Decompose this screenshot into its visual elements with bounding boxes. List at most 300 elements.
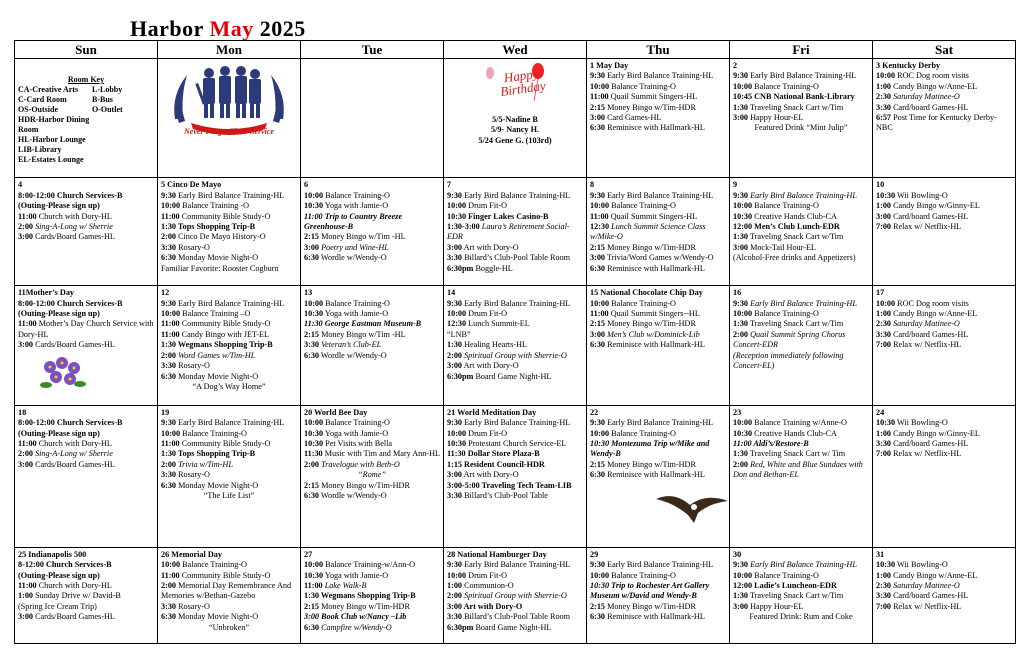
event-time: 3:00 bbox=[18, 340, 34, 350]
room-key-entry: C-Card Room bbox=[18, 95, 67, 104]
event-line: Featured Drink: Rum and Coke bbox=[749, 612, 853, 622]
event-line bbox=[590, 418, 726, 428]
event-time: 9:30 bbox=[733, 298, 749, 308]
event-title: Early Bird Balance Training-HL bbox=[748, 298, 857, 308]
event-line bbox=[304, 560, 440, 570]
calendar-grid bbox=[14, 40, 1016, 644]
calendar-title bbox=[130, 16, 306, 42]
event-title: Candy Bingo w/Ginny-EL bbox=[891, 201, 980, 211]
event-time: 11:00 bbox=[18, 211, 37, 221]
event-line bbox=[304, 351, 440, 361]
event-title: Art with Dory-O bbox=[462, 361, 519, 371]
event-title: Traveling Snack Cart w/Tim bbox=[748, 591, 844, 601]
event-line bbox=[876, 71, 1012, 81]
event-line bbox=[447, 418, 583, 428]
event-line bbox=[733, 560, 869, 570]
room-key-entry: O-Outlet bbox=[92, 105, 123, 114]
event-line bbox=[590, 243, 726, 253]
event-line bbox=[447, 439, 583, 449]
event-line: 11:00 Trip to Country Breeze Greenhouse-B bbox=[304, 211, 402, 232]
event-time: 1:00 bbox=[447, 580, 463, 590]
event-time: 10:30 bbox=[447, 438, 467, 448]
event-time: 7:00 bbox=[876, 449, 892, 459]
day-number: 4 bbox=[18, 180, 23, 190]
event-time: 2:00 bbox=[18, 449, 34, 459]
event-title: Drum Fit-O bbox=[466, 201, 508, 211]
event-time: 2:15 bbox=[590, 459, 606, 469]
event-line bbox=[304, 243, 440, 253]
event-time: 10:00 bbox=[304, 418, 324, 428]
event-time: 10:00 bbox=[876, 298, 896, 308]
event-time: 10:00 bbox=[590, 570, 610, 580]
event-line bbox=[304, 571, 440, 581]
event-time: 10:00 bbox=[590, 201, 610, 211]
day-cell-mon bbox=[158, 286, 301, 405]
violet-flowers-icon bbox=[38, 355, 88, 389]
event-title: Relax w/ Netflix-HL bbox=[891, 340, 962, 350]
event-time: 1:30 bbox=[733, 591, 749, 601]
event-line: 11:30 Dollar Store Plaza-B bbox=[447, 449, 540, 459]
event-line bbox=[447, 243, 583, 253]
event-time: 11:00 bbox=[18, 319, 37, 329]
event-title: Art with Dory-O bbox=[462, 242, 519, 252]
event-line bbox=[447, 201, 583, 211]
event-time: 10:30 bbox=[304, 438, 324, 448]
event-time: 11:00 bbox=[590, 92, 609, 102]
week-row bbox=[15, 286, 1016, 405]
event-line bbox=[590, 123, 726, 133]
event-line: (Alcohol-Free drinks and Appetizers) bbox=[733, 253, 856, 263]
event-line bbox=[590, 470, 726, 480]
event-time: 2:15 bbox=[590, 242, 606, 252]
event-time: 3:30 bbox=[447, 490, 463, 500]
event-line bbox=[161, 560, 297, 570]
event-title: Reminisce with Hallmark-HL bbox=[605, 340, 705, 350]
day-cell-thu bbox=[587, 286, 730, 405]
day-number: 7 bbox=[447, 180, 452, 190]
event-title: Rosary-O bbox=[176, 242, 210, 252]
event-line bbox=[18, 439, 154, 449]
event-title: Mother’s Day Church Service with Dory-HL bbox=[18, 319, 154, 339]
event-title: Candy Bingo w/Anne-EL bbox=[891, 570, 978, 580]
event-title: Card/board Games-HL bbox=[891, 211, 969, 221]
event-line bbox=[18, 612, 154, 622]
event-title: Memorial Day Remembrance And Memories w/Bethan-Gazebo bbox=[161, 580, 292, 601]
event-time: 3:00 bbox=[590, 329, 606, 339]
event-line: “The Life List” bbox=[203, 490, 255, 500]
event-title: Board Game Night-HL bbox=[473, 371, 552, 381]
event-title: Money Bingo w/Tim-HDR bbox=[605, 601, 696, 611]
event-time: 10:00 bbox=[733, 418, 753, 428]
event-line: (Reception immediately following Concert-EL) bbox=[733, 350, 844, 371]
event-line bbox=[18, 460, 154, 470]
event-time: 2:00 bbox=[161, 350, 177, 360]
event-title: Quail Summit Singers--HL bbox=[608, 309, 700, 319]
day-number: 16 bbox=[733, 288, 742, 298]
event-title: Candy Bingo w/Ginny-EL bbox=[891, 428, 980, 438]
event-time: 3:00 bbox=[590, 253, 606, 263]
day-cell-mon bbox=[158, 178, 301, 286]
event-line bbox=[733, 449, 869, 459]
day-cell-tue bbox=[301, 178, 444, 286]
day-number: 10 bbox=[876, 180, 885, 190]
event-line bbox=[161, 612, 297, 622]
event-title: Saturday Matinee-O bbox=[891, 92, 960, 102]
event-time: 6:30pm bbox=[447, 622, 474, 632]
event-time: 10:00 bbox=[304, 298, 324, 308]
event-title: Relax w/ Netflix-HL bbox=[891, 601, 962, 611]
event-time: 2:00 bbox=[18, 222, 34, 232]
event-line bbox=[18, 212, 154, 222]
event-time: 6:30 bbox=[304, 622, 320, 632]
room-key-entry: OS-Outside bbox=[18, 105, 59, 114]
day-number: 11Mother’s Day bbox=[18, 288, 75, 298]
event-line bbox=[447, 623, 583, 633]
day-cell-fri bbox=[730, 59, 873, 178]
event-line bbox=[304, 232, 440, 242]
eagle-icon bbox=[654, 489, 730, 529]
event-time: 10:00 bbox=[590, 428, 610, 438]
event-title: Early Bird Balance Training-HL bbox=[748, 190, 857, 200]
event-line bbox=[733, 201, 869, 211]
event-line bbox=[876, 560, 1012, 570]
event-line: (Outing-Please sign up) bbox=[18, 309, 100, 319]
event-line: 10:30 Trip to Rochester Art Gallery Museum w/David and Wendy-B bbox=[590, 580, 710, 601]
event-title: Cards/Board Games-HL bbox=[33, 612, 115, 622]
event-line bbox=[590, 212, 726, 222]
event-time: 6:30 bbox=[590, 123, 606, 133]
event-line bbox=[876, 319, 1012, 329]
event-time: 3:00 bbox=[304, 242, 320, 252]
event-line: 1:15 Resident Council-HDR bbox=[447, 459, 545, 469]
event-line bbox=[304, 299, 440, 309]
event-time: 11:00 bbox=[161, 438, 180, 448]
event-line bbox=[447, 309, 583, 319]
day-cell-thu bbox=[587, 59, 730, 178]
event-line bbox=[161, 232, 297, 242]
event-line bbox=[876, 191, 1012, 201]
event-title: Early Bird Balance Training-HL bbox=[462, 418, 571, 428]
event-title: Wii Bowling-O bbox=[895, 560, 948, 570]
room-key-entry: L-Lobby bbox=[92, 85, 123, 94]
event-line bbox=[304, 581, 440, 591]
event-title: Yoga with Jamie-O bbox=[323, 428, 389, 438]
event-line bbox=[161, 351, 297, 361]
event-line: Featured Drink “Mint Julip” bbox=[754, 123, 848, 133]
event-title: Happy Hour-EL bbox=[748, 113, 804, 123]
birthday-banner: Happy Birthday bbox=[499, 65, 547, 100]
event-line bbox=[18, 591, 154, 601]
event-line bbox=[304, 253, 440, 263]
event-line bbox=[304, 481, 440, 491]
event-line bbox=[590, 299, 726, 309]
event-line bbox=[18, 340, 154, 350]
event-time: 3:00 bbox=[18, 459, 34, 469]
event-title: Sing-A-Long w/ Sherrie bbox=[33, 449, 113, 459]
event-line bbox=[18, 581, 154, 591]
day-cell-sun bbox=[15, 178, 158, 286]
event-line bbox=[161, 581, 297, 602]
event-title: Creative Hands Club-CA bbox=[752, 428, 837, 438]
day-cell-sun bbox=[15, 59, 158, 178]
room-key-entry: HL-Harbor Lounge bbox=[18, 135, 86, 144]
event-title: Card Games-HL bbox=[605, 113, 662, 123]
event-title: Word Games w/Tim-HL bbox=[176, 350, 256, 360]
event-line: 1:30 Tops Shopping Trip-B bbox=[161, 449, 256, 459]
room-key-entry: B-Bus bbox=[92, 95, 113, 104]
event-time: 9:30 bbox=[447, 298, 463, 308]
event-time: 2:00 bbox=[161, 459, 177, 469]
room-key-row bbox=[18, 155, 154, 165]
event-title: Early Bird Balance Training-HL bbox=[176, 190, 285, 200]
day-cell-thu bbox=[587, 178, 730, 286]
event-time: 1:30 bbox=[733, 232, 749, 242]
birthday-entry: 5/9- Nancy H. bbox=[491, 125, 539, 135]
event-time: 9:30 bbox=[590, 560, 606, 570]
event-time: 1:00 bbox=[18, 591, 34, 601]
event-title: Trivia w/Tim-HL bbox=[176, 459, 233, 469]
day-cell-sat bbox=[873, 286, 1016, 405]
event-time: 10:00 bbox=[161, 560, 181, 570]
weekday-wed: Wed bbox=[444, 41, 587, 59]
day-number: 28 National Hamburger Day bbox=[447, 549, 547, 559]
event-line bbox=[876, 103, 1012, 113]
event-time: 10:30 bbox=[733, 211, 753, 221]
event-line bbox=[876, 340, 1012, 350]
event-time: 10:00 bbox=[447, 428, 467, 438]
event-title: Sing-A-Long w/ Sherrie bbox=[33, 222, 113, 232]
event-line bbox=[304, 201, 440, 211]
event-time: 6:30 bbox=[161, 371, 177, 381]
event-title: Balance Training-O bbox=[752, 201, 819, 211]
day-cell-sat bbox=[873, 59, 1016, 178]
event-title: Drum Fit-O bbox=[466, 570, 508, 580]
event-time: 10:00 bbox=[304, 190, 324, 200]
weekday-tue: Tue bbox=[301, 41, 444, 59]
day-number: 3 Kentucky Derby bbox=[876, 61, 941, 70]
day-cell-sun bbox=[15, 405, 158, 547]
event-line bbox=[161, 330, 297, 340]
event-time: 10:00 bbox=[304, 560, 324, 570]
event-line bbox=[876, 212, 1012, 222]
event-line bbox=[876, 591, 1012, 601]
event-time: 3:00 bbox=[733, 113, 749, 123]
event-time: 9:30 bbox=[590, 190, 606, 200]
event-time: 2:15 bbox=[304, 329, 320, 339]
event-title: ROC Dog room visits bbox=[895, 298, 969, 308]
day-cell-sun bbox=[15, 547, 158, 643]
day-cell-fri bbox=[730, 547, 873, 643]
event-title: Balance Training-O bbox=[323, 190, 390, 200]
event-title: Church with Dory-HL bbox=[36, 580, 112, 590]
event-line bbox=[304, 439, 440, 449]
day-number: 5 Cinco De Mayo bbox=[161, 180, 222, 190]
event-line bbox=[876, 201, 1012, 211]
event-time: 6:30 bbox=[590, 263, 606, 273]
event-line bbox=[161, 481, 297, 491]
event-line bbox=[590, 201, 726, 211]
event-line bbox=[590, 612, 726, 622]
event-time: 2:00 bbox=[733, 459, 749, 469]
event-time: 1:30 bbox=[733, 102, 749, 112]
event-title: Red, White and Blue Sundaes with Don and Bethan-EL bbox=[733, 459, 863, 480]
event-line bbox=[161, 372, 297, 382]
event-time: 2:00 bbox=[447, 591, 463, 601]
title-prefix: Harbor bbox=[130, 16, 204, 41]
event-time: 9:30 bbox=[590, 418, 606, 428]
event-line bbox=[733, 460, 869, 481]
event-time: 6:30pm bbox=[447, 263, 474, 273]
event-line bbox=[447, 591, 583, 601]
event-line bbox=[161, 191, 297, 201]
event-line bbox=[447, 299, 583, 309]
event-line bbox=[447, 319, 583, 329]
day-cell-wed bbox=[444, 59, 587, 178]
event-title: Balance Training-O bbox=[323, 418, 390, 428]
event-line bbox=[304, 491, 440, 501]
event-time: 1:00 bbox=[876, 309, 892, 319]
event-title: Wii Bowling-O bbox=[895, 190, 948, 200]
event-line bbox=[161, 470, 297, 480]
room-key-row bbox=[18, 115, 154, 135]
event-title: Cards/Board Games-HL bbox=[33, 459, 115, 469]
event-time: 2:30 bbox=[876, 580, 892, 590]
event-time: 10:30 bbox=[304, 428, 324, 438]
event-time: 10:00 bbox=[590, 81, 610, 91]
day-cell-thu bbox=[587, 405, 730, 547]
event-time: 11:30 bbox=[304, 449, 323, 459]
event-title: Monday Movie Night-O bbox=[176, 371, 259, 381]
room-key-title: Room Key bbox=[67, 75, 105, 84]
event-title: Early Bird Balance Training-HL bbox=[605, 71, 714, 81]
weekday-header-row bbox=[15, 41, 1016, 59]
event-line: 8:00-12:00 Church Services-B bbox=[18, 298, 123, 308]
weekday-fri: Fri bbox=[730, 41, 873, 59]
event-line bbox=[304, 418, 440, 428]
event-time: 10:00 bbox=[161, 428, 181, 438]
day-number: 15 National Chocolate Chip Day bbox=[590, 288, 703, 298]
event-line bbox=[876, 222, 1012, 232]
event-line bbox=[161, 602, 297, 612]
event-time: 10:00 bbox=[733, 570, 753, 580]
event-line bbox=[447, 253, 583, 263]
event-line bbox=[304, 191, 440, 201]
event-title: Balance Training-O bbox=[180, 560, 247, 570]
event-line bbox=[590, 82, 726, 92]
event-title: Community Bible Study-O bbox=[179, 319, 271, 329]
event-title: Church with Dory-HL bbox=[36, 211, 112, 221]
birthday-entry: 5/24 Gene G. (103rd) bbox=[478, 135, 552, 145]
event-title: Campfire w/Wendy-O bbox=[319, 622, 392, 632]
event-title: Reminisce with Hallmark-HL bbox=[605, 263, 705, 273]
event-line bbox=[733, 243, 869, 253]
event-title: Post Time for Kentucky Derby-NBC bbox=[876, 113, 997, 133]
event-time: 2:00 bbox=[447, 350, 463, 360]
event-line: 8-12:00 Church Services-B bbox=[18, 560, 112, 570]
event-title: Mock-Tail Hour-EL bbox=[748, 242, 816, 252]
event-time: 2:15 bbox=[304, 232, 320, 242]
event-title: Quail Summit Spring Chorus Concert-EDR bbox=[733, 329, 846, 350]
day-cell-tue bbox=[301, 547, 444, 643]
event-time: 9:30 bbox=[161, 298, 177, 308]
event-title: Early Bird Balance Training-HL bbox=[176, 418, 285, 428]
flowers-image bbox=[38, 355, 154, 392]
event-line bbox=[876, 439, 1012, 449]
event-title: Monday Movie Night-O bbox=[176, 612, 259, 622]
event-time: 11:00 bbox=[590, 211, 609, 221]
event-line bbox=[161, 309, 297, 319]
day-cell-sat bbox=[873, 178, 1016, 286]
event-line: 12:00 Ladie’s Luncheon-EDR bbox=[733, 580, 837, 590]
event-title: Traveling Snack Cart w/ Tim bbox=[748, 449, 846, 459]
event-time: 3:30 bbox=[161, 361, 177, 371]
event-time: 1:30 bbox=[733, 449, 749, 459]
event-title: Spiritual Group with Sherrie-O bbox=[462, 350, 567, 360]
event-title: Art with Dory-O bbox=[462, 470, 519, 480]
event-title: Wii Bowling-O bbox=[895, 418, 948, 428]
event-line bbox=[590, 113, 726, 123]
event-title: Lake Walk-B bbox=[322, 580, 367, 590]
event-time: 6:30pm bbox=[447, 371, 474, 381]
event-line: 8:00-12:00 Church Services-B bbox=[18, 190, 123, 200]
event-time: 3:00 bbox=[733, 601, 749, 611]
day-number: 22 bbox=[590, 407, 599, 417]
event-line: 10:30 Finger Lakes Casino-B bbox=[447, 211, 549, 221]
event-title: Balance Training-w/Ann-O bbox=[323, 560, 415, 570]
event-time: 1:00 bbox=[876, 428, 892, 438]
weekday-sun: Sun bbox=[15, 41, 158, 59]
event-time: 3:00 bbox=[876, 211, 892, 221]
day-number: 12 bbox=[161, 288, 170, 298]
event-line bbox=[161, 460, 297, 470]
event-time: 1:00 bbox=[876, 81, 892, 91]
event-time: 10:00 bbox=[447, 570, 467, 580]
event-title: Early Bird Balance Training-HL bbox=[462, 560, 571, 570]
event-time: 6:30 bbox=[304, 350, 320, 360]
event-line bbox=[590, 560, 726, 570]
event-line bbox=[733, 602, 869, 612]
event-time: 11:00 bbox=[161, 570, 180, 580]
event-line: 12:00 Men’s Club Lunch-EDR bbox=[733, 222, 840, 232]
event-time: 9:30 bbox=[161, 418, 177, 428]
event-time: 11:00 bbox=[161, 319, 180, 329]
event-time: 3:30 bbox=[876, 438, 892, 448]
event-title: Community Bible Study-O bbox=[179, 570, 271, 580]
event-line bbox=[733, 429, 869, 439]
week-row bbox=[15, 59, 1016, 178]
event-title: Wordle w/Wendy-O bbox=[319, 490, 387, 500]
event-time: 10:00 bbox=[876, 71, 896, 81]
event-title: Card/board Games-HL bbox=[891, 591, 969, 601]
event-title: Board Game Night-HL bbox=[473, 622, 552, 632]
event-title: Lunch Summit Science Class w/Mike-O bbox=[590, 222, 706, 242]
event-title: Balance Training-O bbox=[609, 81, 676, 91]
event-line bbox=[590, 429, 726, 439]
day-number: 18 bbox=[18, 407, 27, 417]
room-key-row bbox=[18, 85, 154, 95]
event-line: (Outing-Please sign up) bbox=[18, 428, 100, 438]
day-cell-mon bbox=[158, 405, 301, 547]
day-cell-fri bbox=[730, 178, 873, 286]
event-line bbox=[447, 612, 583, 622]
event-line bbox=[590, 602, 726, 612]
event-title: Billard’s Club-Pool Table bbox=[462, 490, 548, 500]
room-key-row bbox=[18, 105, 154, 115]
veterans-image bbox=[161, 61, 297, 137]
day-number: 1 May Day bbox=[590, 61, 629, 70]
event-time: 9:30 bbox=[733, 71, 749, 81]
event-time: 2:15 bbox=[590, 102, 606, 112]
